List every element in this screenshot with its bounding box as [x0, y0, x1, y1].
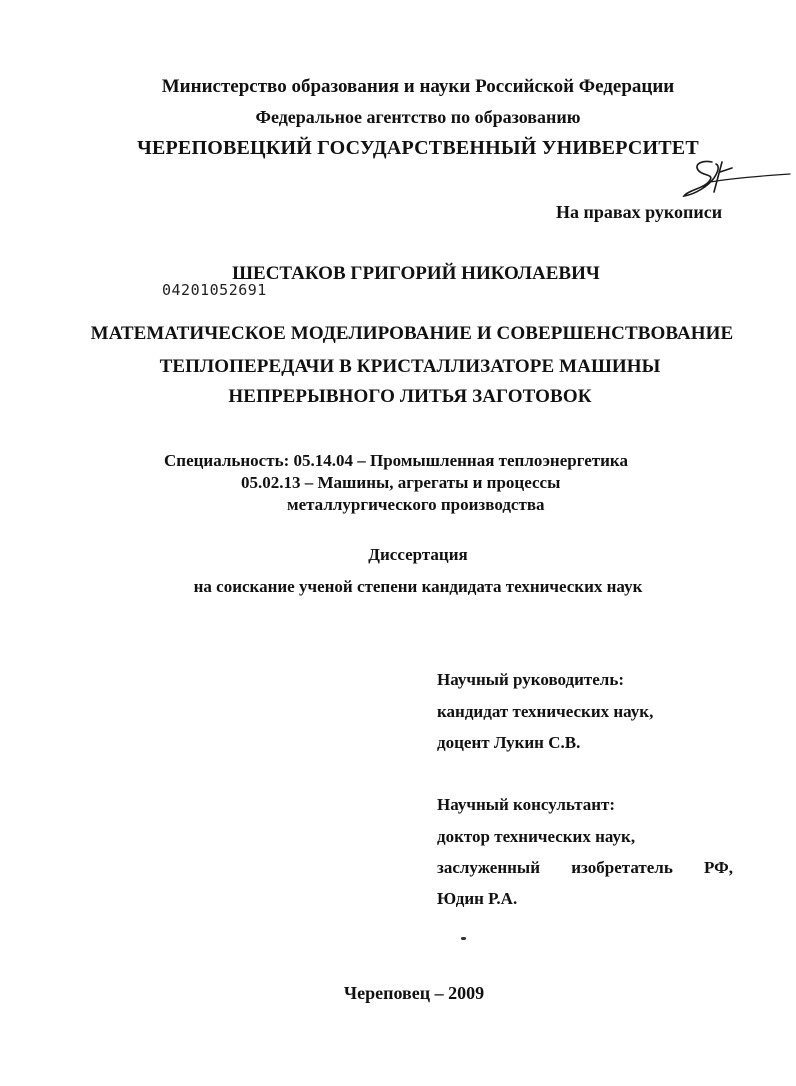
supervisor-name: доцент Лукин С.В.: [437, 733, 581, 752]
manuscript-note: На правах рукописи: [556, 202, 723, 222]
dissertation-title-line-1: МАТЕМАТИЧЕСКОЕ МОДЕЛИРОВАНИЕ И СОВЕРШЕНСТВОВАНИЕ: [90, 323, 734, 344]
supervisor-heading: Научный руководитель:: [437, 670, 624, 689]
author-name: ШЕСТАКОВ ГРИГОРИЙ НИКОЛАЕВИЧ: [232, 263, 600, 284]
consultant-name: Юдин Р.А.: [437, 889, 518, 908]
dissertation-label: Диссертация: [368, 545, 468, 564]
consultant-heading: Научный консультант:: [437, 795, 616, 814]
dissertation-title-line-3: НЕПРЕРЫВНОГО ЛИТЬЯ ЗАГОТОВОК: [228, 386, 592, 407]
consultant-title: [437, 857, 733, 879]
ministry-line: Министерство образования и науки Российской Федерации: [161, 76, 675, 97]
specialty-line-3: металлургического производства: [287, 495, 545, 514]
dissertation-title-line-2: ТЕПЛОПЕРЕДАЧИ В КРИСТАЛЛИЗАТОРЕ МАШИНЫ: [159, 356, 661, 377]
consultant-title-word-3: РФ,: [704, 858, 733, 877]
university-name: ЧЕРЕПОВЕЦКИЙ ГОСУДАРСТВЕННЫЙ УНИВЕРСИТЕТ: [137, 137, 699, 159]
consultant-title-word-1: заслуженный: [437, 858, 540, 877]
supervisor-rank: кандидат технических наук,: [437, 702, 654, 721]
handwritten-signature: [674, 156, 794, 204]
consultant-rank: доктор технических наук,: [437, 827, 636, 846]
city-year: Череповец – 2009: [343, 983, 485, 1003]
degree-line: на соискание ученой степени кандидата технических наук: [193, 577, 643, 596]
consultant-title-word-2: изобретатель: [571, 858, 673, 877]
agency-line: Федеральное агентство по образованию: [255, 107, 581, 127]
specialty-line-2: 05.02.13 – Машины, агрегаты и процессы: [241, 473, 561, 492]
scan-speck: [461, 937, 466, 940]
specialty-line-1: Специальность: 05.14.04 – Промышленная теплоэнергетика: [164, 451, 628, 470]
archive-number: 04201052691: [162, 281, 267, 299]
